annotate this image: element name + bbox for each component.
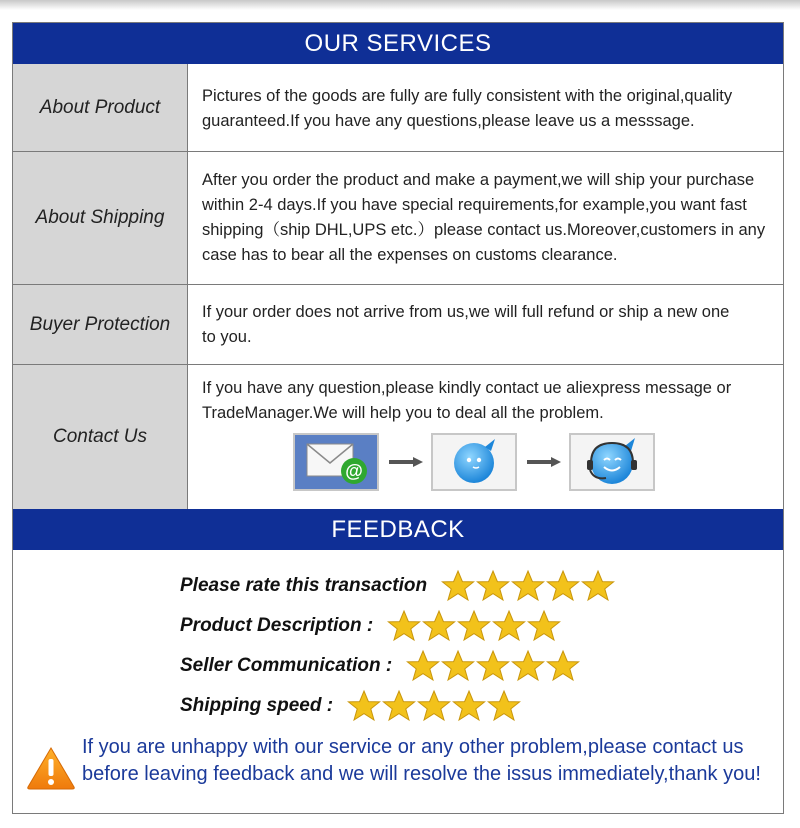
top-shadow xyxy=(0,0,800,10)
row-about-product xyxy=(13,64,783,152)
headset-support-icon[interactable] xyxy=(569,433,655,491)
rating-label: Shipping speed : xyxy=(180,695,334,716)
rating-transaction xyxy=(180,569,616,603)
text-line: shipping（ship DHL,UPS etc.）please contact us.Moreover,customers in any xyxy=(202,221,766,239)
rating-seller-communication xyxy=(180,649,581,683)
star-icon xyxy=(511,569,545,603)
star-icon xyxy=(422,609,456,643)
star-icon xyxy=(492,609,526,643)
arrow-right-icon xyxy=(527,457,561,467)
services-header xyxy=(13,23,783,64)
star-icon xyxy=(441,649,475,683)
row-text xyxy=(202,168,775,268)
star-icon xyxy=(487,689,521,723)
rating-label: Seller Communication : xyxy=(180,655,393,676)
star-icon xyxy=(511,649,545,683)
row-text xyxy=(202,84,775,134)
services-panel xyxy=(12,22,784,814)
star-icon xyxy=(347,689,381,723)
feedback-title: FEEDBACK xyxy=(331,515,465,543)
contact-icons xyxy=(293,433,663,495)
row-label: Buyer Protection xyxy=(13,285,188,364)
star-rating[interactable] xyxy=(441,569,616,603)
star-icon xyxy=(546,569,580,603)
star-icon xyxy=(527,609,561,643)
star-icon xyxy=(441,569,475,603)
star-rating[interactable] xyxy=(347,689,522,723)
row-text xyxy=(202,300,775,350)
rating-label: Product Description : xyxy=(180,615,374,636)
rating-product-description xyxy=(180,609,562,643)
row-contact-us xyxy=(13,365,783,509)
text-line: If you have any question,please kindly contact ue aliexpress message or xyxy=(202,379,732,397)
services-title: OUR SERVICES xyxy=(304,29,492,57)
star-icon xyxy=(476,569,510,603)
row-label: About Shipping xyxy=(13,152,188,284)
rating-label: Please rate this transaction xyxy=(180,575,428,596)
email-icon[interactable] xyxy=(293,433,379,491)
row-buyer-protection xyxy=(13,285,783,365)
star-icon xyxy=(457,609,491,643)
row-label: Contact Us xyxy=(13,365,188,509)
row-text xyxy=(202,376,775,426)
text-line: guaranteed.If you have any questions,please leave us a messsage. xyxy=(202,112,695,130)
arrow-right-icon xyxy=(389,457,423,467)
text-line: After you order the product and make a payment,we will ship your purchase xyxy=(202,171,755,189)
text-line: If your order does not arrive from us,we will full refund or ship a new one xyxy=(202,303,730,321)
star-icon xyxy=(387,609,421,643)
star-icon xyxy=(452,689,486,723)
star-icon xyxy=(581,569,615,603)
text-line: case has to bear all the expenses on customs clearance. xyxy=(202,246,618,264)
text-line: TradeManager.We will help you to deal all the problem. xyxy=(202,404,604,422)
star-icon xyxy=(476,649,510,683)
star-icon xyxy=(546,649,580,683)
star-icon xyxy=(417,689,451,723)
star-rating[interactable] xyxy=(406,649,581,683)
warning-icon xyxy=(26,746,76,790)
feedback-header xyxy=(13,509,783,550)
row-about-shipping xyxy=(13,152,783,285)
feedback-notice xyxy=(82,734,762,788)
star-icon xyxy=(382,689,416,723)
notice-line: If you are unhappy with our service or any other problem,please contact us xyxy=(82,736,744,758)
text-line: Pictures of the goods are fully are fully consistent with the original,quality xyxy=(202,87,733,105)
star-icon xyxy=(406,649,440,683)
notice-line: before leaving feedback and we will resolve the issus immediately,thank you! xyxy=(82,763,761,785)
rating-shipping-speed xyxy=(180,689,522,723)
text-line: to you. xyxy=(202,328,252,346)
star-rating[interactable] xyxy=(387,609,562,643)
text-line: within 2-4 days.If you have special requirements,for example,you want fast xyxy=(202,196,747,214)
row-label: About Product xyxy=(13,64,188,151)
chat-bubble-icon[interactable] xyxy=(431,433,517,491)
svg-text:@: @ xyxy=(345,461,363,481)
